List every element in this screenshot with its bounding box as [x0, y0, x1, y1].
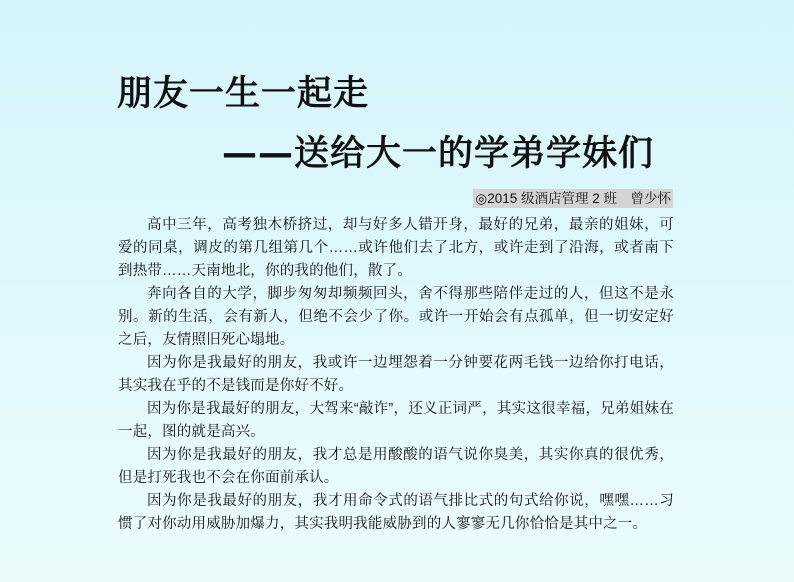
paragraph: 因为你是我最好的朋友，我才总是用酸酸的语气说你臭美，其实你真的很优秀，但是打死我也不会在你面前承认。	[118, 447, 674, 486]
paragraph: 因为你是我最好的朋友，我才用命令式的语气排比式的句式给你说，嘿嘿……习惯了对你动用威胁加爆力，其实我明我能威胁到的人寥寥无几你恰恰是其中之一。	[118, 493, 674, 532]
document-subtitle: ——送给大一的学弟学妹们	[222, 134, 655, 174]
author-byline: ◎2015 级酒店管理 2 班 曾少怀	[475, 191, 671, 206]
paragraph: 高中三年，高考独木桥挤过，却与好多人错开身，最好的兄弟，最亲的姐妹，可爱的同桌，调皮的第几组第几个……或许他们去了北方，或许走到了沿海，或者南下到热带……天南地北，你的我的他们，散了。	[118, 217, 674, 279]
paragraph: 因为你是我最好的朋友，大驾来“敲诈”，还义正词严，其实这很幸福，兄弟姐妹在一起，图的就是高兴。	[118, 401, 674, 440]
article-body	[118, 214, 674, 536]
paragraph: 因为你是我最好的朋友，我或许一边埋怨着一分钟要花两毛钱一边给你打电话，其实我在乎的不是钱而是你好不好。	[118, 355, 674, 394]
document-title: 朋友一生一起走	[117, 74, 370, 114]
paragraph: 奔向各自的大学，脚步匆匆却频频回头，舍不得那些陪伴走过的人，但这不是永别。新的生活，会有新人，但绝不会少了你。或许一开始会有点孤单，但一切安定好之后，友情照旧死心塌地。	[118, 286, 674, 348]
